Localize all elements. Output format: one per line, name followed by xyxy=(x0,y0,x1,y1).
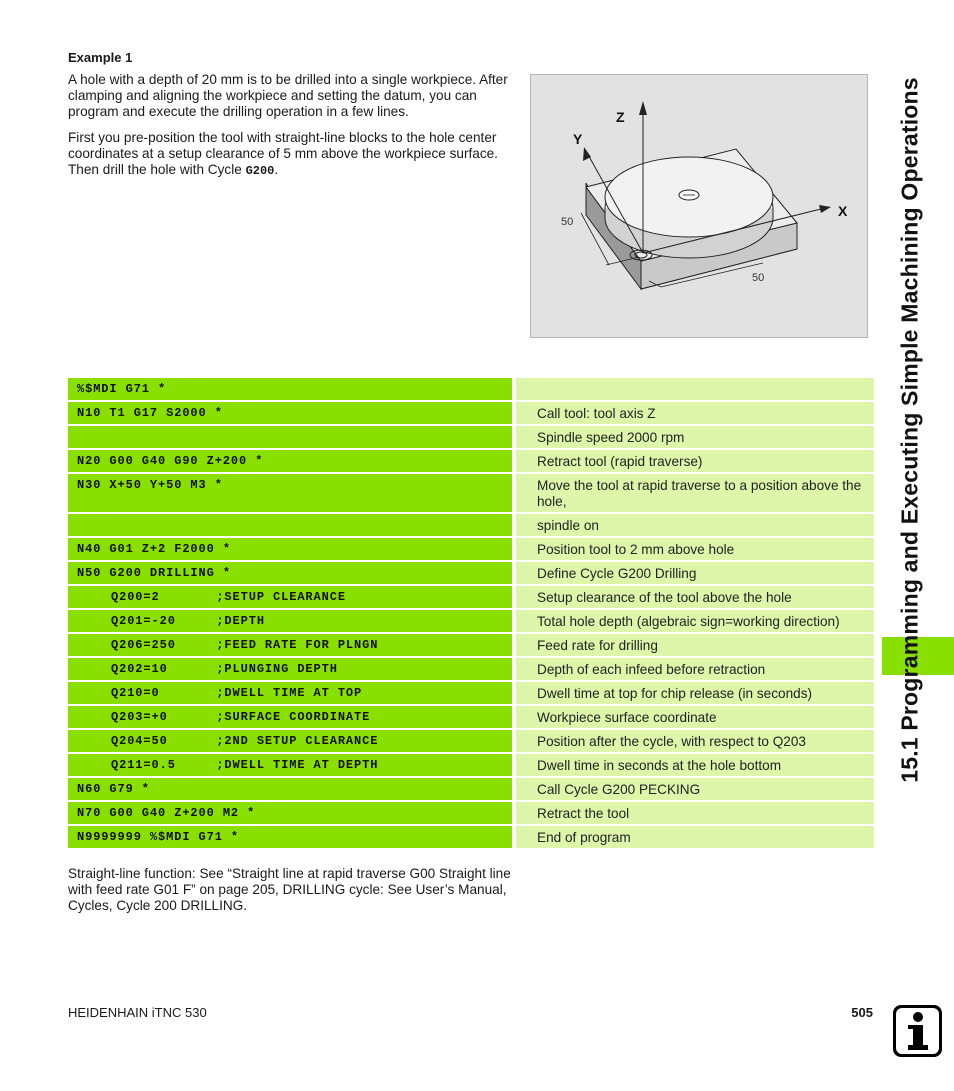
program-code: %$MDI G71 * xyxy=(68,378,512,400)
cycle-code: G200 xyxy=(245,164,275,179)
program-code: Q201=-20 ;DEPTH xyxy=(68,610,512,632)
program-description: Call Cycle G200 PECKING xyxy=(516,778,874,800)
program-row xyxy=(68,538,874,560)
program-row xyxy=(68,586,874,608)
y-dimension-label: 50 xyxy=(561,216,574,228)
program-row xyxy=(68,402,874,424)
program-code: N60 G79 * xyxy=(68,778,512,800)
program-description: Define Cycle G200 Drilling xyxy=(516,562,874,584)
y-axis-label: Y xyxy=(573,131,583,147)
program-code xyxy=(68,514,512,536)
program-row xyxy=(68,426,874,448)
program-row xyxy=(68,658,874,680)
program-description: Workpiece surface coordinate xyxy=(516,706,874,728)
program-code: Q202=10 ;PLUNGING DEPTH xyxy=(68,658,512,680)
program-row xyxy=(68,706,874,728)
program-code: Q204=50 ;2ND SETUP CLEARANCE xyxy=(68,730,512,752)
program-code xyxy=(68,426,512,448)
paragraph-text: First you pre-position the tool with straight-line blocks to the hole center coordinates at a setup clearance of 5 mm above the workpiece surface. Then drill the hole with Cycle xyxy=(68,130,498,178)
program-description: Position tool to 2 mm above hole xyxy=(516,538,874,560)
info-icon xyxy=(893,1005,942,1057)
program-description: End of program xyxy=(516,826,874,848)
program-row xyxy=(68,802,874,824)
program-description: Dwell time in seconds at the hole bottom xyxy=(516,754,874,776)
program-code: N40 G01 Z+2 F2000 * xyxy=(68,538,512,560)
program-description: Dwell time at top for chip release (in seconds) xyxy=(516,682,874,704)
program-row xyxy=(68,754,874,776)
program-row xyxy=(68,634,874,656)
paragraph-end: . xyxy=(274,162,279,178)
program-code: N30 X+50 Y+50 M3 * xyxy=(68,474,512,512)
program-description: Call tool: tool axis Z xyxy=(516,402,874,424)
program-code: N70 G00 G40 Z+200 M2 * xyxy=(68,802,512,824)
x-axis-label: X xyxy=(838,203,848,219)
program-row xyxy=(68,378,874,400)
program-description xyxy=(516,378,874,400)
program-description: Depth of each infeed before retraction xyxy=(516,658,874,680)
program-code: Q211=0.5 ;DWELL TIME AT DEPTH xyxy=(68,754,512,776)
program-code: N9999999 %$MDI G71 * xyxy=(68,826,512,848)
program-description: Retract the tool xyxy=(516,802,874,824)
program-row xyxy=(68,682,874,704)
info-icon-inner xyxy=(896,1008,939,1054)
intro-paragraph: A hole with a depth of 20 mm is to be drilled into a single workpiece. After clamping and aligning the workpiece and setting the datum, you can program and execute the drilling operation in a few lines. xyxy=(68,72,508,120)
program-row xyxy=(68,778,874,800)
z-axis-label: Z xyxy=(616,109,625,125)
program-description: Setup clearance of the tool above the hole xyxy=(516,586,874,608)
program-row xyxy=(68,826,874,848)
program-code: Q210=0 ;DWELL TIME AT TOP xyxy=(68,682,512,704)
program-description: Total hole depth (algebraic sign=working direction) xyxy=(516,610,874,632)
example-heading: Example 1 xyxy=(68,50,133,65)
program-code: N10 T1 G17 S2000 * xyxy=(68,402,512,424)
program-code: N50 G200 DRILLING * xyxy=(68,562,512,584)
program-row xyxy=(68,610,874,632)
program-row xyxy=(68,730,874,752)
program-row xyxy=(68,450,874,472)
program-description: spindle on xyxy=(516,514,874,536)
page-number: 505 xyxy=(851,1005,873,1020)
program-row xyxy=(68,514,874,536)
program-code: Q203=+0 ;SURFACE COORDINATE xyxy=(68,706,512,728)
program-description: Feed rate for drilling xyxy=(516,634,874,656)
program-description: Position after the cycle, with respect to Q203 xyxy=(516,730,874,752)
footer-product: HEIDENHAIN iTNC 530 xyxy=(68,1005,207,1020)
program-description: Move the tool at rapid traverse to a position above the hole, xyxy=(516,474,874,512)
program-row xyxy=(68,474,874,512)
program-description: Spindle speed 2000 rpm xyxy=(516,426,874,448)
workpiece-figure xyxy=(530,74,868,338)
workpiece-drawing xyxy=(531,75,867,337)
chapter-title-text: 15.1 Programming and Executing Simple Machining Operations xyxy=(896,77,923,783)
x-dimension-label: 50 xyxy=(752,272,765,284)
reference-note: Straight-line function: See “Straight line at rapid traverse G00 Straight line with feed rate G01 F” on page 205, DRILLING cycle: See User’s Manual, Cycles, Cycle 200 DRILLING. xyxy=(68,866,511,914)
program-description: Retract tool (rapid traverse) xyxy=(516,450,874,472)
program-code: Q200=2 ;SETUP CLEARANCE xyxy=(68,586,512,608)
preposition-paragraph xyxy=(68,130,513,180)
program-code: N20 G00 G40 G90 Z+200 * xyxy=(68,450,512,472)
program-row xyxy=(68,562,874,584)
program-code: Q206=250 ;FEED RATE FOR PLNGN xyxy=(68,634,512,656)
info-glyph-icon xyxy=(896,1008,939,1054)
